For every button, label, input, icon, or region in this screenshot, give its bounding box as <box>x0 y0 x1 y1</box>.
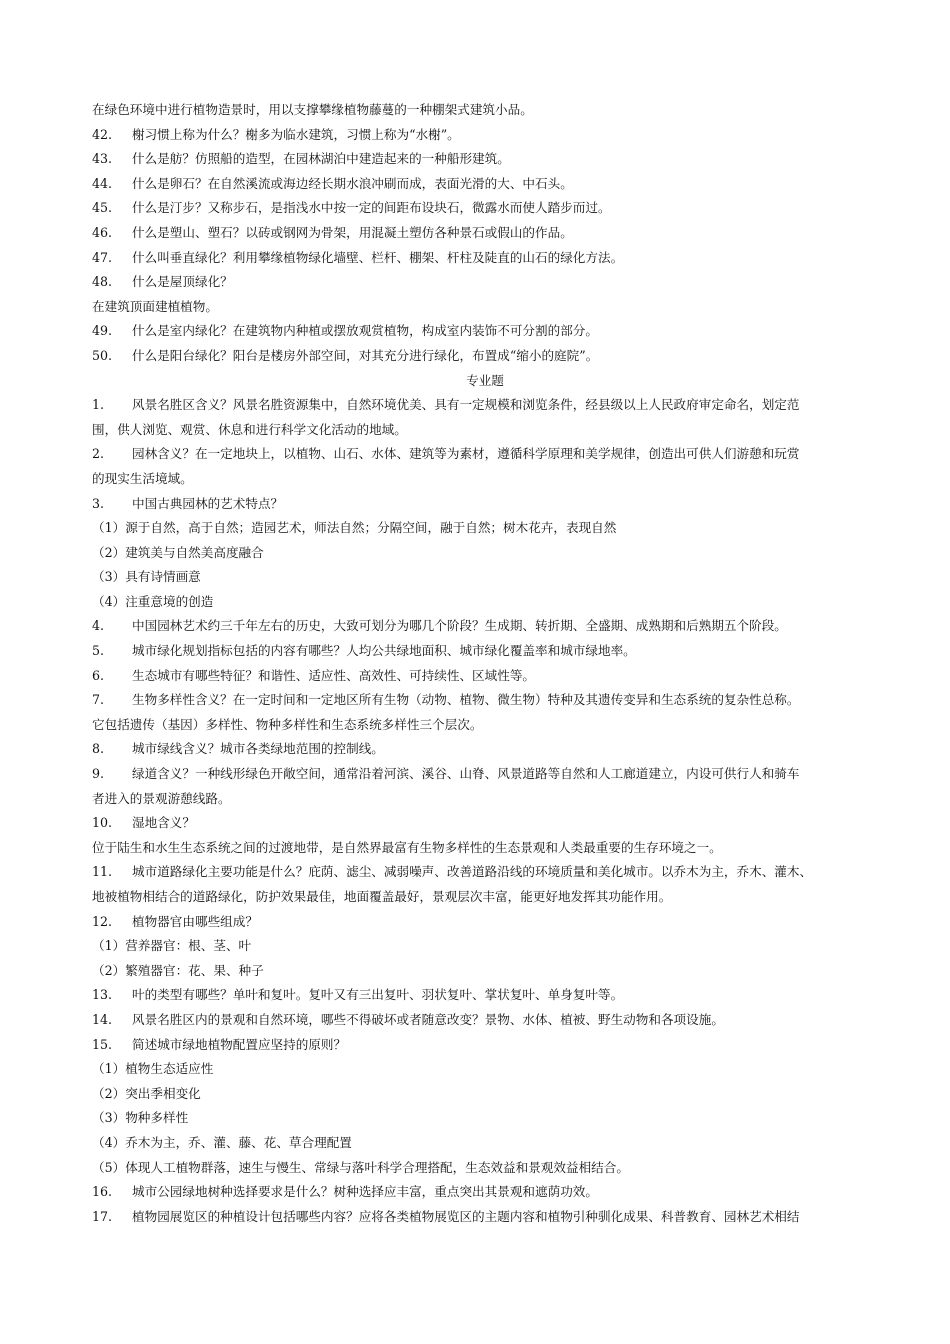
numbered-item <box>92 393 878 418</box>
numbered-item <box>92 123 878 148</box>
numbered-item <box>92 221 878 246</box>
numbered-item <box>92 639 878 664</box>
item-number: 15. <box>92 1036 113 1052</box>
text-line <box>92 295 878 320</box>
item-number: 42. <box>92 126 113 142</box>
item-number: 9. <box>92 766 105 782</box>
text-line <box>92 1106 878 1131</box>
text-line <box>92 1082 878 1107</box>
numbered-item <box>92 688 878 713</box>
item-text: 什么叫垂直绿化？利用攀缘植物绿化墙壁、栏杆、棚架、杆柱及陡直的山石的绿化方法。 <box>132 249 624 265</box>
item-text: 叶的类型有哪些？单叶和复叶。复叶又有三出复叶、羽状复叶、掌状复叶、单身复叶等。 <box>132 987 624 1003</box>
item-text: 什么是屋顶绿化？ <box>132 274 233 290</box>
item-text: 的现实生活境域。 <box>92 470 193 486</box>
item-text: 围，供人浏览、观赏、休息和进行科学文化活动的地域。 <box>92 421 407 437</box>
item-text: 在建筑顶面建植植物。 <box>92 298 218 314</box>
item-text: 什么是室内绿化？在建筑物内种植或摆放观赏植物，构成室内装饰不可分割的部分。 <box>132 323 598 339</box>
numbered-item <box>92 983 878 1008</box>
numbered-item <box>92 344 878 369</box>
item-text: 风景名胜区内的景观和自然环境，哪些不得破坏或者随意改变？景物、水体、植被、野生动物和各项设施。 <box>132 1011 724 1027</box>
item-text: 城市道路绿化主要功能是什么？庇荫、滤尘、减弱噪声、改善道路沿线的环境质量和美化城市。以乔木为主，乔木、灌木、 <box>132 864 813 880</box>
item-number: 3. <box>92 495 105 511</box>
item-number: 45. <box>92 200 113 216</box>
numbered-item <box>92 1008 878 1033</box>
item-text: 绿道含义？一种线形绿色开敞空间，通常沿着河滨、溪谷、山脊、风景道路等自然和人工廊道建立，内设可供行人和骑车 <box>132 766 800 782</box>
item-text: 城市绿化规划指标包括的内容有哪些？人均公共绿地面积、城市绿化覆盖率和城市绿地率。 <box>132 643 636 659</box>
item-text: 生态城市有哪些特征？和谐性、适应性、高效性、可持续性、区域性等。 <box>132 667 535 683</box>
item-number: 2. <box>92 446 105 462</box>
item-text: （5）体现人工植物群落，速生与慢生、常绿与落叶科学合理搭配，生态效益和景观效益相结合。 <box>92 1159 629 1175</box>
text-line <box>92 516 878 541</box>
item-text: （3）物种多样性 <box>92 1110 189 1126</box>
text-line <box>92 836 878 861</box>
item-text: 城市绿线含义？城市各类绿地范围的控制线。 <box>132 741 384 757</box>
numbered-item <box>92 319 878 344</box>
numbered-item <box>92 196 878 221</box>
item-text: （3）具有诗情画意 <box>92 569 201 585</box>
numbered-item <box>92 172 878 197</box>
item-text: 在绿色环境中进行植物造景时，用以支撑攀缘植物藤蔓的一种棚架式建筑小品。 <box>92 102 533 117</box>
text-line <box>92 1156 878 1181</box>
item-text: 什么是阳台绿化？阳台是楼房外部空间，对其充分进行绿化，布置成“缩小的庭院”。 <box>132 347 599 363</box>
item-text: 位于陆生和水生生态系统之间的过渡地带，是自然界最富有生物多样性的生态景观和人类最重要的生存环境之一。 <box>92 839 722 855</box>
item-number: 1. <box>92 397 105 413</box>
item-text: 什么是塑山、塑石？以砖或钢网为骨架，用混凝土塑仿各种景石或假山的作品。 <box>132 224 573 240</box>
item-number: 50. <box>92 347 113 363</box>
text-line <box>92 959 878 984</box>
text-line <box>92 418 878 443</box>
item-text: 它包括遗传（基因）多样性、物种多样性和生态系统多样性三个层次。 <box>92 716 483 732</box>
numbered-item <box>92 246 878 271</box>
item-text: 生物多样性含义？在一定时间和一定地区所有生物（动物、植物、微生物）特种及其遗传变异和生态系统的复杂性总称。 <box>132 692 800 708</box>
item-text: 者进入的景观游憩线路。 <box>92 790 231 806</box>
item-number: 7. <box>92 692 105 708</box>
item-text: 什么是舫？仿照船的造型，在园林湖泊中建造起来的一种船形建筑。 <box>132 151 510 167</box>
numbered-item <box>92 811 878 836</box>
item-number: 13. <box>92 987 113 1003</box>
item-text: 植物器官由哪些组成？ <box>132 913 258 929</box>
item-text: 植物园展览区的种植设计包括哪些内容？应将各类植物展览区的主题内容和植物引种驯化成果、科普教育、园林艺术相结 <box>132 1208 800 1224</box>
item-number: 49. <box>92 323 113 339</box>
item-number: 16. <box>92 1184 113 1200</box>
item-text: （1）源于自然，高于自然；造园艺术，师法自然；分隔空间，融于自然；树木花卉，表现自然 <box>92 520 617 536</box>
item-number: 6. <box>92 667 105 683</box>
item-text: 湿地含义？ <box>132 815 195 831</box>
text-line <box>92 565 878 590</box>
item-number: 8. <box>92 741 105 757</box>
item-text: （2）突出季相变化 <box>92 1085 201 1101</box>
item-text: 园林含义？在一定地块上，以植物、山石、水体、建筑等为素材，遵循科学原理和美学规律，创造出可供人们游憩和玩赏 <box>132 446 800 462</box>
text-line <box>92 467 878 492</box>
numbered-item <box>92 762 878 787</box>
text-line <box>92 1057 878 1082</box>
item-text: 中国园林艺术约三千年左右的历史，大致可划分为哪几个阶段？生成期、转折期、全盛期、成熟期和后熟期五个阶段。 <box>132 618 787 634</box>
item-text: （1）植物生态适应性 <box>92 1061 214 1077</box>
item-number: 17. <box>92 1208 113 1224</box>
text-line <box>92 787 878 812</box>
text-line <box>92 713 878 738</box>
text-line <box>92 98 878 123</box>
item-number: 11. <box>92 864 113 880</box>
section-heading: 专业题 <box>466 372 504 388</box>
item-text: 什么是汀步？又称步石，是指浅水中按一定的间距布设块石，微露水而使人踏步而过。 <box>132 200 611 216</box>
numbered-item <box>92 492 878 517</box>
numbered-item <box>92 147 878 172</box>
item-number: 12. <box>92 913 113 929</box>
item-number: 4. <box>92 618 105 634</box>
text-line <box>92 1131 878 1156</box>
item-text: 什么是卵石？在自然溪流或海边经长期水浪冲刷而成，表面光滑的大、中石头。 <box>132 175 573 191</box>
document-body <box>92 98 878 1229</box>
item-number: 47. <box>92 249 113 265</box>
text-line <box>92 541 878 566</box>
numbered-item <box>92 664 878 689</box>
item-number: 43. <box>92 151 113 167</box>
numbered-item <box>92 1205 878 1230</box>
item-text: 榭习惯上称为什么？榭多为临水建筑，习惯上称为“水榭”。 <box>132 126 460 142</box>
numbered-item <box>92 270 878 295</box>
item-number: 5. <box>92 643 105 659</box>
item-number: 46. <box>92 224 113 240</box>
numbered-item <box>92 442 878 467</box>
item-text: （2）繁殖器官：花、果、种子 <box>92 962 264 978</box>
item-text: （4）乔木为主，乔、灌、藤、花、草合理配置 <box>92 1134 352 1150</box>
numbered-item <box>92 1180 878 1205</box>
numbered-item <box>92 614 878 639</box>
text-line <box>92 934 878 959</box>
item-text: （2）建筑美与自然美高度融合 <box>92 544 264 560</box>
item-text: 简述城市绿地植物配置应坚持的原则？ <box>132 1036 347 1052</box>
text-line <box>92 590 878 615</box>
item-number: 14. <box>92 1011 113 1027</box>
item-text: 城市公园绿地树种选择要求是什么？树种选择应丰富，重点突出其景观和遮荫功效。 <box>132 1184 598 1200</box>
item-number: 44. <box>92 175 113 191</box>
item-text: （1）营养器官：根、茎、叶 <box>92 938 252 954</box>
numbered-item <box>92 910 878 935</box>
numbered-item <box>92 1033 878 1058</box>
numbered-item <box>92 860 878 885</box>
text-line <box>92 885 878 910</box>
numbered-item <box>92 737 878 762</box>
item-text: （4）注重意境的创造 <box>92 593 214 609</box>
item-text: 地被植物相结合的道路绿化，防护效果最佳，地面覆盖最好，景观层次丰富，能更好地发挥其功能作用。 <box>92 889 672 904</box>
item-number: 48. <box>92 274 113 290</box>
item-number: 10. <box>92 815 113 831</box>
item-text: 中国古典园林的艺术特点？ <box>132 495 284 511</box>
item-text: 风景名胜区含义？风景名胜资源集中，自然环境优美、具有一定规模和浏览条件，经县级以上人民政府审定命名，划定范 <box>132 397 800 413</box>
